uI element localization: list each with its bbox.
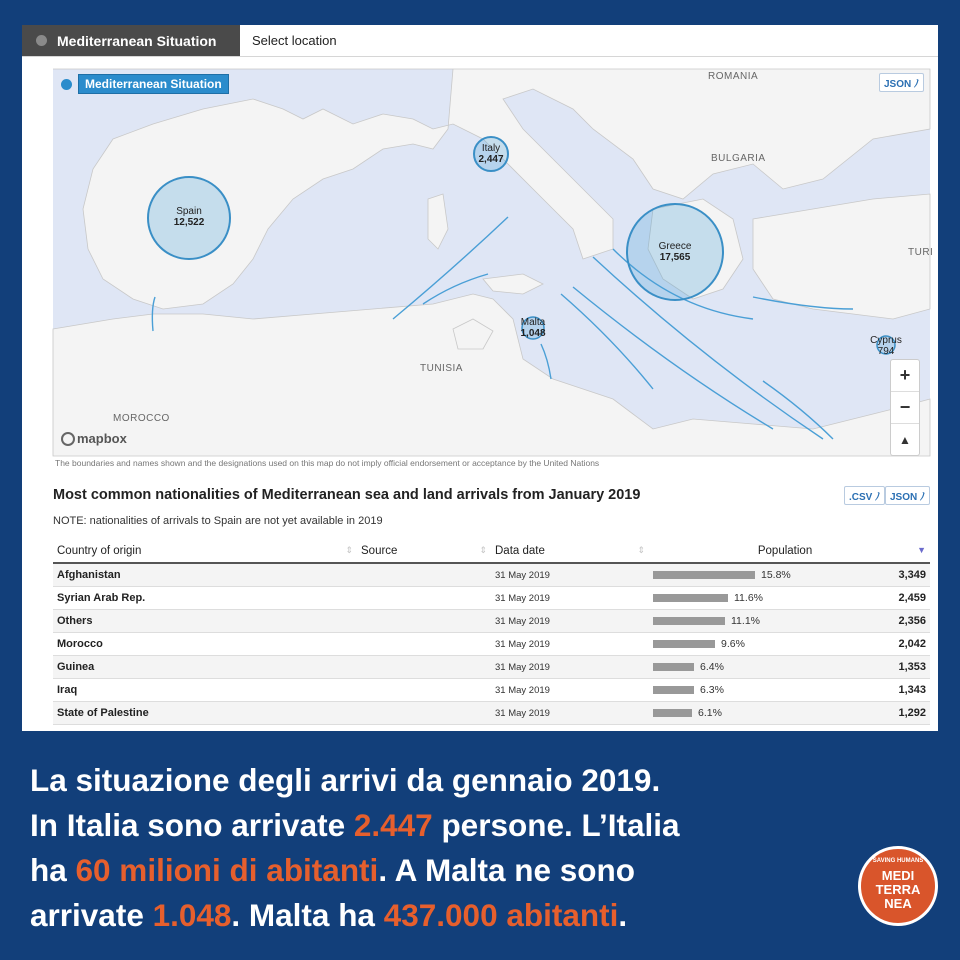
cell-population: 3,349 [875,563,930,587]
table-row [53,633,930,656]
mapbox-icon [61,432,75,446]
share-bar [653,571,755,579]
mapbox-logo[interactable] [61,431,127,446]
share-pct: 15.8% [761,569,791,582]
cell-country: Guinea [53,656,357,679]
reset-north-button[interactable]: ▲ [899,432,911,447]
cell-source [357,679,491,702]
header-population[interactable] [649,540,930,563]
table-json-button[interactable] [885,486,930,505]
bubble-name: Malta [520,317,546,328]
cell-country: Afghanistan [53,563,357,587]
rss-icon: ﾉ [914,79,920,90]
caption-highlight: 1.048 [152,897,232,933]
header-label: Source [361,545,398,557]
cell-share [649,587,875,610]
cell-source [357,587,491,610]
bubble-name: Spain [176,206,202,217]
share-bar [653,594,728,602]
cell-country: Morocco [53,633,357,656]
land-sardinia [428,194,448,249]
top-bar [22,25,938,57]
mediterranea-logo [858,846,938,926]
table-row [53,587,930,610]
cell-country: Syrian Arab Rep. [53,587,357,610]
cell-date: 31 May 2019 [491,633,649,656]
cell-population: 2,042 [875,633,930,656]
cell-date: 31 May 2019 [491,702,649,725]
bubble-label-greece [645,241,705,263]
share-bar [653,686,694,694]
zoom-in-button[interactable]: + [891,360,919,392]
label-turkey: TURI [908,247,934,258]
caption-text-part: arrivate [30,897,153,933]
cell-source [357,563,491,587]
header-country[interactable] [53,540,357,563]
cell-source [357,633,491,656]
cell-source [357,702,491,725]
cell-population: 2,459 [875,587,930,610]
nationalities-table [53,540,930,725]
unhcr-portal-card [22,25,938,731]
share-pct: 9.6% [721,638,745,651]
csv-label: .CSV [849,492,873,503]
caption-text-part: . [618,897,628,933]
label-romania: ROMANIA [708,71,759,82]
tab-mediterranean-situation[interactable] [22,25,240,56]
bubble-label-spain [159,206,219,228]
cell-share [649,563,875,587]
logo-arc-text: SAVING HUMANS [872,858,924,864]
cell-source [357,656,491,679]
select-location-dropdown[interactable] [252,25,337,56]
cell-share [649,633,875,656]
share-pct: 11.6% [734,592,763,605]
select-location-label: Select location [252,33,337,48]
zoom-out-button[interactable]: − [891,392,919,424]
map-disclaimer: The boundaries and names shown and the designations used on this map do not imply official endorsement or acceptance by the United Nations [55,458,600,468]
land-africa [53,294,930,456]
caption-text-part: . Malta ha [231,897,384,933]
share-pct: 6.4% [700,661,724,674]
header-source[interactable] [357,540,491,563]
bubble-value: 12,522 [173,217,205,228]
table-row [53,656,930,679]
table-title: Most common nationalities of Mediterranean sea and land arrivals from January 2019 [53,487,641,503]
cell-share [649,656,875,679]
share-bar [653,640,715,648]
land-turkey [753,194,930,319]
caption-line [30,893,850,938]
sort-desc-icon: ▼ [917,545,926,555]
map-json-button[interactable] [879,73,924,92]
header-label: Data date [495,545,545,557]
caption-text-part: ha [30,852,76,888]
cell-share [649,610,875,633]
cell-country: Iraq [53,679,357,702]
logo-line-2: TERRA [875,882,921,897]
globe-icon [61,79,72,90]
caption-text-part: . A Malta ne sono [378,852,636,888]
bubble-value: 17,565 [659,252,691,263]
caption-highlight: 2.447 [353,807,433,843]
table-row [53,679,930,702]
cell-date: 31 May 2019 [491,679,649,702]
cell-date: 31 May 2019 [491,656,649,679]
label-morocco: MOROCCO [113,413,170,424]
caption-line [30,848,850,893]
map-title [61,74,229,94]
bubble-label-malta [508,317,558,339]
map-json-label: JSON [884,79,912,90]
caption-line [30,803,850,848]
caption-highlight: 60 milioni di abitanti [75,852,379,888]
caption-line: La situazione degli arrivi da gennaio 2019. [30,762,661,798]
bubble-value: 2,447 [478,154,504,165]
share-pct: 6.1% [698,707,722,720]
cell-date: 31 May 2019 [491,587,649,610]
bubble-value: 794 [877,346,895,357]
header-date[interactable] [491,540,649,563]
caption-text-part: persone. L’Italia [432,807,680,843]
sort-icon: ⇕ [479,545,487,555]
cell-date: 31 May 2019 [491,610,649,633]
header-label: Country of origin [57,545,142,557]
globe-icon [36,35,47,46]
cell-population: 1,292 [875,702,930,725]
land-sicily [483,274,543,294]
table-row [53,563,930,587]
route-arrow [561,294,653,389]
mapbox-label: mapbox [77,431,127,446]
tab-label: Mediterranean Situation [57,32,217,49]
rss-icon: ﾉ [920,492,926,503]
caption-text-part: In Italia sono arrivate [30,807,354,843]
zoom-control [890,359,920,456]
label-tunisia: TUNISIA [420,363,463,374]
cell-date: 31 May 2019 [491,563,649,587]
map-title-label: Mediterranean Situation [78,74,229,94]
bubble-label-cyprus [861,335,911,357]
table-note: NOTE: nationalities of arrivals to Spain are not yet available in 2019 [53,515,383,527]
sort-icon: ⇕ [345,545,353,555]
map-canvas [53,69,930,456]
sort-icon: ⇕ [637,545,645,555]
cell-population: 1,353 [875,656,930,679]
share-pct: 11.1% [731,615,760,628]
logo-line-3: NEA [884,896,912,911]
cell-country: Others [53,610,357,633]
csv-button[interactable] [844,486,885,505]
table-row [53,610,930,633]
bubble-label-italy [466,143,516,165]
bubble-name: Italy [481,143,501,154]
bubble-name: Greece [658,241,692,252]
cell-share [649,679,875,702]
share-bar [653,617,725,625]
rss-icon: ﾉ [875,492,881,503]
logo-line-1: MEDI [881,868,915,883]
cell-population: 2,356 [875,610,930,633]
share-bar [653,709,692,717]
label-bulgaria: BULGARIA [711,153,766,164]
bubble-value: 1,048 [520,328,546,339]
cell-source [357,610,491,633]
caption-text [30,758,850,938]
cell-share [649,702,875,725]
share-pct: 6.3% [700,684,724,697]
share-bar [653,663,694,671]
cell-population: 1,343 [875,679,930,702]
caption-highlight: 437.000 abitanti [383,897,619,933]
header-label: Population [757,545,813,557]
map-view[interactable] [53,69,934,456]
cell-country: State of Palestine [53,702,357,725]
table-row [53,702,930,725]
table-json-label: JSON [890,492,918,503]
bubble-name: Cyprus [870,335,902,346]
